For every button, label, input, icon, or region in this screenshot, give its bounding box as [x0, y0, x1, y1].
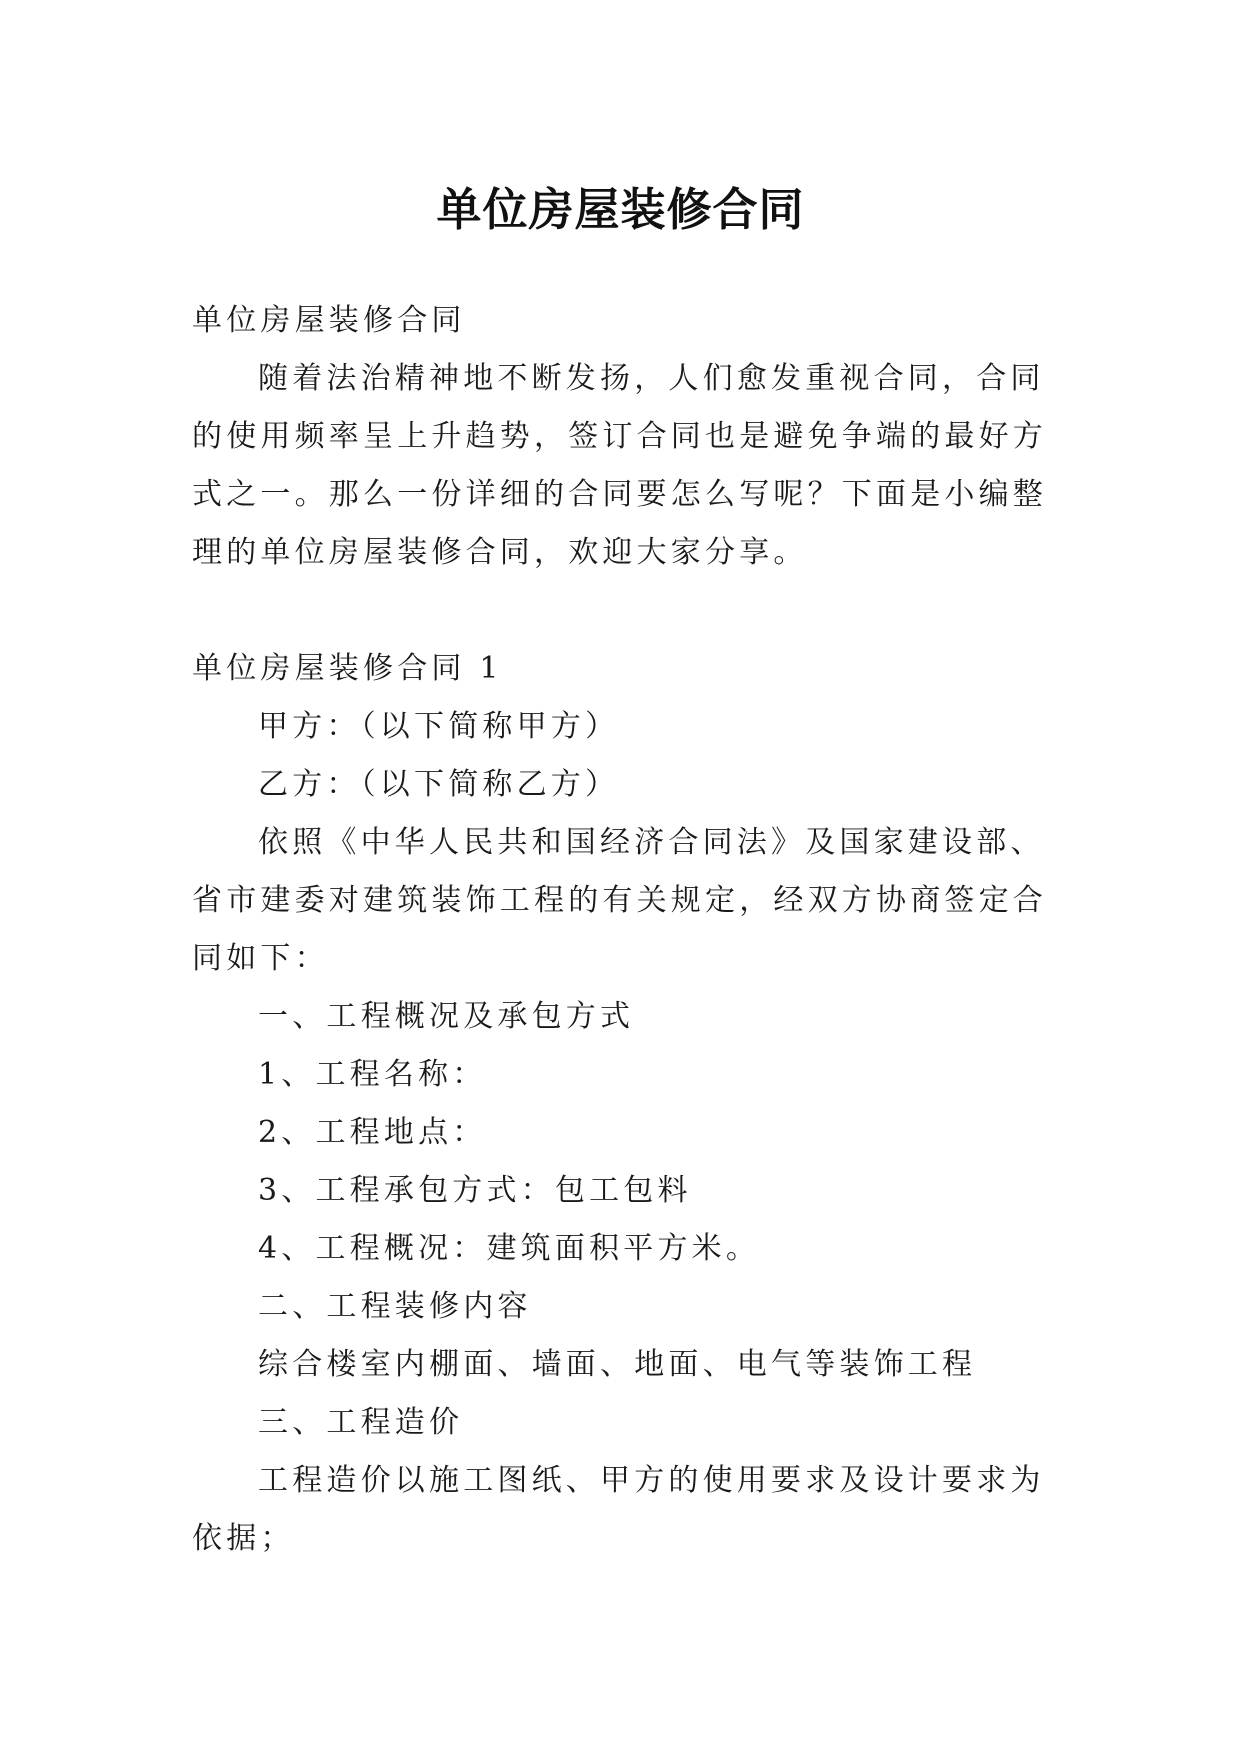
article-1-item-3: 3、工程承包方式：包工包料 [258, 1173, 692, 1208]
article-2-content: 综合楼室内棚面、墙面、地面、电气等装饰工程 [258, 1347, 977, 1382]
article-1-item-1: 1、工程名称： [258, 1057, 487, 1092]
document-body [192, 292, 1052, 1568]
intro-paragraph: 随着法治精神地不断发扬，人们愈发重视合同，合同的使用频率呈上升趋势，签订合同也是避免争端的最好方式之一。那么一份详细的合同要怎么写呢？下面是小编整理的单位房屋装修合同，欢迎大家分享。 [192, 361, 1047, 570]
spacer [192, 582, 1052, 640]
article-3-heading: 三、工程造价 [258, 1405, 464, 1440]
article-3-content: 工程造价以施工图纸、甲方的使用要求及设计要求为依据； [192, 1463, 1045, 1556]
article-2-heading: 二、工程装修内容 [258, 1289, 532, 1324]
party-a-line: 甲方：（以下简称甲方） [258, 709, 620, 744]
basis-paragraph: 依照《中华人民共和国经济合同法》及国家建设部、省市建委对建筑装饰工程的有关规定，经双方协商签定合同如下： [192, 825, 1047, 976]
article-1-item-4: 4、工程概况：建筑面积平方米。 [258, 1231, 761, 1266]
section-heading: 单位房屋装修合同 1 [192, 651, 503, 686]
party-b-line: 乙方：（以下简称乙方） [258, 767, 620, 802]
document-title: 单位房屋装修合同 [436, 183, 805, 237]
article-1-item-2: 2、工程地点： [258, 1115, 487, 1150]
subtitle: 单位房屋装修合同 [192, 303, 466, 338]
article-1-heading: 一、工程概况及承包方式 [258, 999, 635, 1034]
